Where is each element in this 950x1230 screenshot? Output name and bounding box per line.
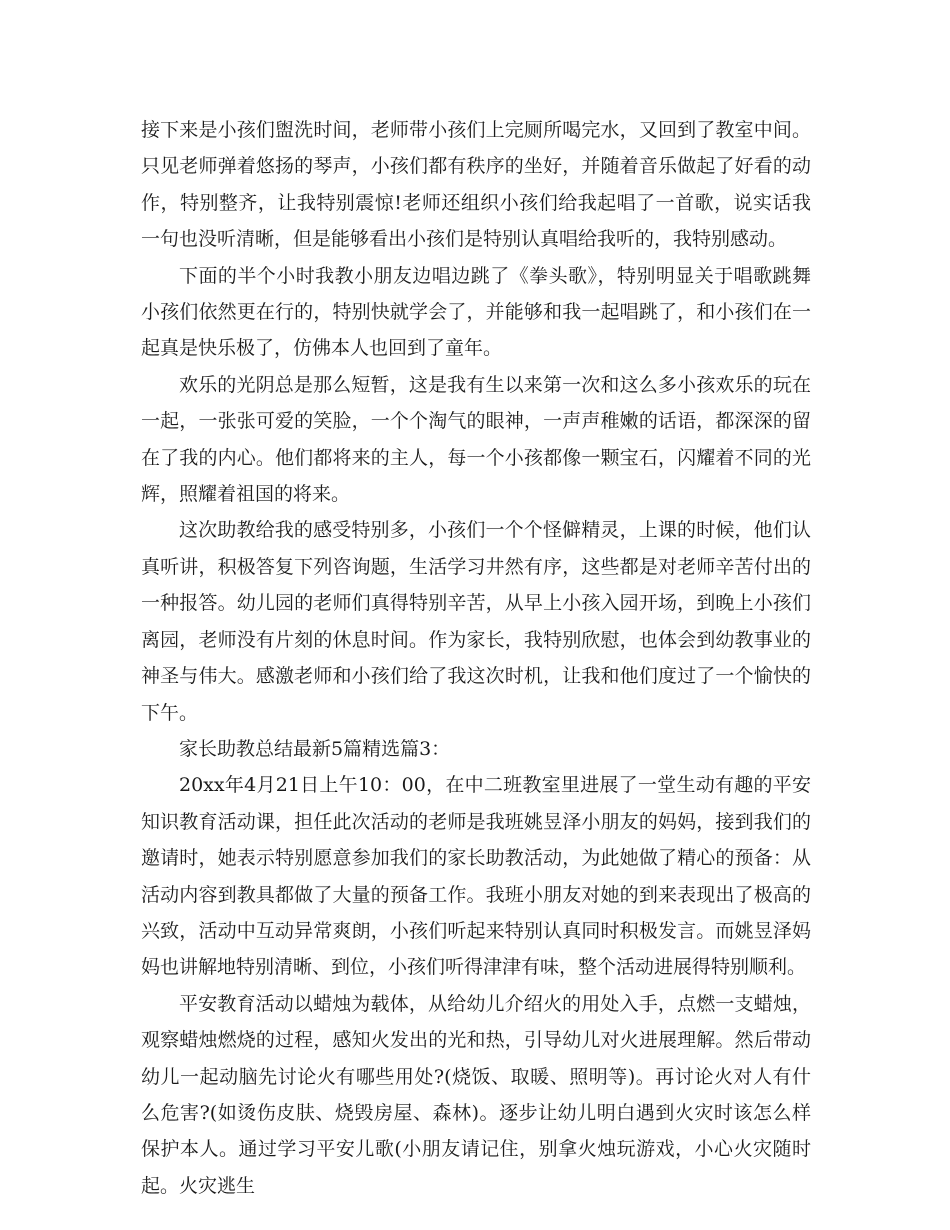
paragraph-4: 这次助教给我的感受特别多，小孩们一个个怪僻精灵，上课的时候，他们认真听讲，积极答复下列咨询题，生活学习井然有序，这些都是对老师辛苦付出的一种报答。幼儿园的老师们真得特别辛苦，从早上小孩入园开场，到晚上小孩们离园，老师没有片刻的休息时间。作为家长，我特别欣慰，也体会到幼教事业的神圣与伟大。感激老师和小孩们给了我这次时机，让我和他们度过了一个愉快的下午。 — [141, 519, 811, 724]
section-heading: 家长助教总结最新5篇精选篇3： — [179, 737, 451, 760]
body-text — [141, 112, 811, 1204]
paragraph-6: 平安教育活动以蜡烛为载体，从给幼儿介绍火的用处入手，点燃一支蜡烛，观察蜡烛燃烧的过程，感知火发出的光和热，引导幼儿对火进展理解。然后带动幼儿一起动脑先讨论火有哪些用处?(烧饭、取暖、照明等)。再讨论火对人有什么危害?(如烫伤皮肤、烧毁房屋、森林)。逐步让幼儿明白遇到火灾时该怎么样保护本人。通过学习平安儿歌(小朋友请记住，别拿火烛玩游戏，小心火灾随时起。火灾逃生 — [141, 992, 811, 1197]
paragraph-2: 下面的半个小时我教小朋友边唱边跳了《拳头歌》，特别明显关于唱歌跳舞小孩们依然更在行的，特别快就学会了，并能够和我一起唱跳了，和小孩们在一起真是快乐极了，仿佛本人也回到了童年。 — [141, 264, 811, 360]
paragraph-1: 接下来是小孩们盥洗时间，老师带小孩们上完厕所喝完水，又回到了教室中间。只见老师弹着悠扬的琴声，小孩们都有秩序的坐好，并随着音乐做起了好看的动作，特别整齐，让我特别震惊!老师还组织小孩们给我起唱了一首歌，说实话我一句也没听清晰，但是能够看出小孩们是特别认真唱给我听的，我特别感动。 — [141, 119, 811, 251]
paragraph-3: 欢乐的光阴总是那么短暂，这是我有生以来第一次和这么多小孩欢乐的玩在一起，一张张可爱的笑脸，一个个淘气的眼神，一声声稚嫩的话语，都深深的留在了我的内心。他们都将来的主人，每一个小孩都像一颗宝石，闪耀着不同的光辉，照耀着祖国的将来。 — [141, 373, 811, 506]
paragraph-5: 20xx年4月21日上午10：00，在中二班教室里进展了一堂生动有趣的平安知识教育活动课，担任此次活动的老师是我班姚昱泽小朋友的妈妈，接到我们的邀请时，她表示特别愿意参加我们的家长助教活动，为此她做了精心的预备：从活动内容到教具都做了大量的预备工作。我班小朋友对她的到来表现出了极高的兴致，活动中互动异常爽朗，小孩们听起来特别认真同时积极发言。而姚昱泽妈妈也讲解地特别清晰、到位，小孩们听得津津有味，整个活动进展得特别顺利。 — [141, 774, 811, 979]
